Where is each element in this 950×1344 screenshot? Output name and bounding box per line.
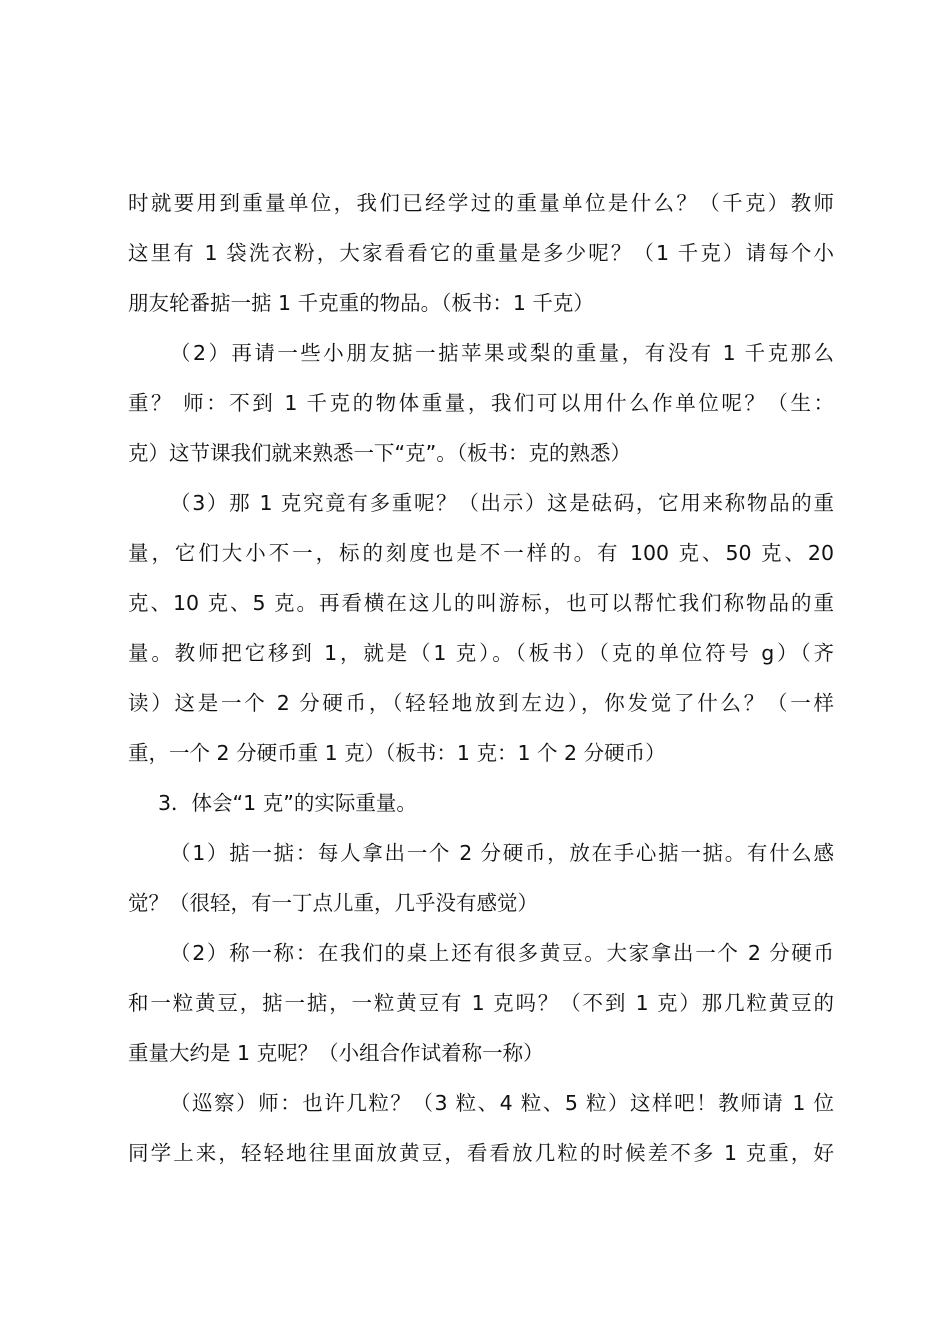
document-body bbox=[128, 178, 834, 1178]
paragraph-first-line: （2）称一称：在我们的桌上还有很多黄豆。大家拿出一个 2 分硬币 bbox=[170, 941, 834, 965]
text-line: 和一粒黄豆，掂一掂，一粒黄豆有 1 克吗？（不到 1 克）那几粒黄豆的 bbox=[128, 991, 834, 1015]
text-line: 这里有 1 袋洗衣粉，大家看看它的重量是多少呢？（1 千克）请每个小 bbox=[128, 241, 834, 265]
paragraph-first-line: （1）掂一掂：每人拿出一个 2 分硬币，放在手心掂一掂。有什么感 bbox=[170, 841, 834, 865]
text-line: 读）这是一个 2 分硬币，（轻轻地放到左边），你发觉了什么？（一样 bbox=[128, 691, 834, 715]
text-line: 时就要用到重量单位，我们已经学过的重量单位是什么？（千克）教师 bbox=[128, 191, 834, 215]
paragraph-first-line: （2）再请一些小朋友掂一掂苹果或梨的重量，有没有 1 千克那么 bbox=[170, 341, 834, 365]
paragraph-first-line: （巡察）师：也许几粒？（3 粒、4 粒、5 粒）这样吧！教师请 1 位 bbox=[170, 1091, 834, 1115]
text-line: 觉？（很轻，有一丁点儿重，几乎没有感觉） bbox=[128, 891, 538, 915]
paragraph-first-line: （3）那 1 克究竟有多重呢？（出示）这是砝码，它用来称物品的重 bbox=[170, 491, 834, 515]
section-heading: 3．体会“1 克”的实际重量。 bbox=[158, 791, 417, 815]
text-line: 量，它们大小不一，标的刻度也是不一样的。有 100 克、50 克、20 bbox=[128, 541, 834, 565]
text-line: 重？ 师：不到 1 千克的物体重量，我们可以用什么作单位呢？（生： bbox=[128, 391, 834, 415]
text-line: 克）这节课我们就来熟悉一下“克”。（板书：克的熟悉） bbox=[128, 441, 631, 465]
text-line: 量。教师把它移到 1，就是（1 克）。（板书）（克的单位符号 g）（齐 bbox=[128, 641, 834, 665]
text-line: 重，一个 2 分硬币重 1 克）（板书：1 克：1 个 2 分硬币） bbox=[128, 741, 666, 765]
text-line: 重量大约是 1 克呢？（小组合作试着称一称） bbox=[128, 1041, 544, 1065]
text-line: 朋友轮番掂一掂 1 千克重的物品。（板书：1 千克） bbox=[128, 291, 594, 315]
text-line: 克、10 克、5 克。再看横在这儿的叫游标，也可以帮忙我们称物品的重 bbox=[128, 591, 834, 615]
text-line: 同学上来，轻轻地往里面放黄豆，看看放几粒的时候差不多 1 克重，好 bbox=[128, 1141, 834, 1165]
